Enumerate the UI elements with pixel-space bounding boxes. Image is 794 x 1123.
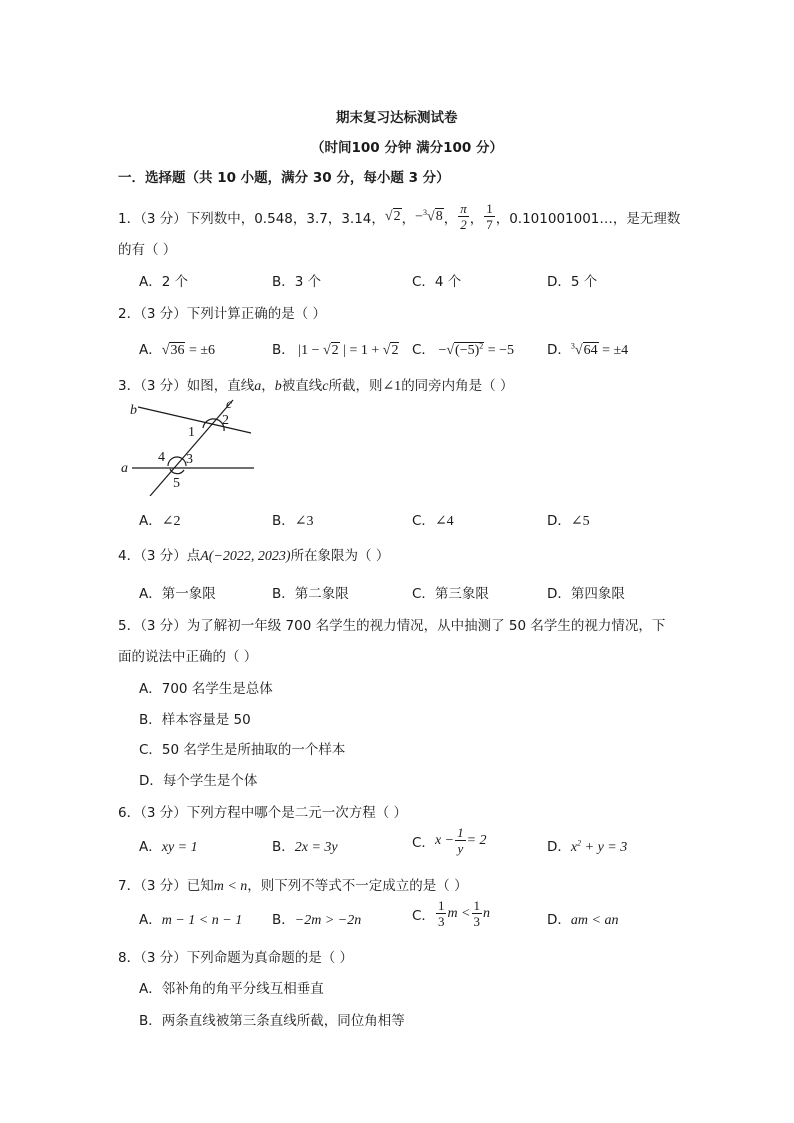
q2-option-c: C． $-√(-5)^2 = -5$ <box>412 341 515 358</box>
q1-sqrt2: √2 <box>384 208 401 224</box>
label-b: b <box>130 403 137 418</box>
q7-option-b: B．−2m > −2n <box>272 912 362 928</box>
question-5-line2: 面的说法中正确的（ ） <box>118 649 258 665</box>
q1-text: 1．（3 分）下列数中，0.548，3.7，3.14， <box>118 210 385 227</box>
q1-option-d: D．5 个 <box>547 274 598 290</box>
q4-option-c: C．第三象限 <box>412 586 489 602</box>
line-c <box>150 400 233 496</box>
q4-option-d: D．第四象限 <box>547 586 625 602</box>
q1-sep: ， <box>469 210 484 227</box>
q3-option-a: A．∠2 <box>139 513 181 529</box>
exam-subtitle: （时间100 分钟 满分100 分） <box>311 140 503 156</box>
q6-option-b: B．2x = 3y <box>272 839 338 855</box>
q8-option-b: B．两条直线被第三条直线所截，同位角相等 <box>139 1013 405 1029</box>
q7-option-a: A．m − 1 < n − 1 <box>139 912 243 928</box>
q4-option-b: B．第二象限 <box>272 586 349 602</box>
q6-option-c: C． x − $\frac{1}{y}$ = 2 <box>412 825 487 856</box>
q1-option-b: B．3 个 <box>272 274 322 290</box>
question-7-stem: 7．（3 分）已知m < n，则下列不等式不一定成立的是（ ） <box>118 878 468 894</box>
q2-option-d: D．$^3$√64 = ±4 <box>547 341 629 358</box>
label-c: c <box>226 397 233 412</box>
q1-one-seventh: $\frac{1}{7}$ <box>486 201 493 232</box>
q7-option-c: C． $\frac{1}{3}$ m < $\frac{1}{3}$ n <box>412 898 490 929</box>
exam-title: 期末复习达标测试卷 <box>336 110 458 126</box>
q8-option-a: A．邻补角的角平分线互相垂直 <box>139 981 324 997</box>
q1-rest: ，0.101001001…，是无理数 <box>495 210 681 227</box>
label-4: 4 <box>158 450 165 465</box>
q3-figure <box>118 396 263 496</box>
section-heading: 一．选择题（共 10 小题，满分 30 分，每小题 3 分） <box>118 170 450 186</box>
q1-neg-cuberoot8: −$^3$√8 <box>415 207 443 225</box>
q5-option-a: A．700 名学生是总体 <box>139 681 273 697</box>
q2-option-a: A．√36 = ±6 <box>139 342 216 358</box>
question-3-stem: 3．（3 分）如图，直线a，b被直线c所截，则∠1的同旁内角是（ ） <box>118 378 514 394</box>
question-2-stem: 2．（3 分）下列计算正确的是（ ） <box>118 306 327 322</box>
q6-option-a: A．xy = 1 <box>139 839 198 855</box>
q1-option-a: A．2 个 <box>139 274 189 290</box>
question-5-stem: 5．（3 分）为了解初一年级 700 名学生的视力情况，从中抽测了 50 名学生的视力情况，下 <box>118 618 666 634</box>
label-3: 3 <box>186 452 193 467</box>
q1-option-c: C．4 个 <box>412 274 462 290</box>
q2-option-b: B． |1 − √2 | = 1 + √2 <box>272 342 399 358</box>
q4-option-a: A．第一象限 <box>139 586 216 602</box>
question-6-stem: 6．（3 分）下列方程中哪个是二元一次方程（ ） <box>118 805 408 821</box>
q7-option-d: D．am < an <box>547 912 619 928</box>
question-1-line2: 的有（ ） <box>118 242 177 258</box>
q1-pi-over-2: $\frac{\pi}{2}$ <box>460 201 467 232</box>
q5-option-c: C．50 名学生是所抽取的一个样本 <box>139 742 346 758</box>
label-1: 1 <box>188 425 195 440</box>
label-2: 2 <box>222 413 229 428</box>
q3-option-c: C．∠4 <box>412 513 454 529</box>
q5-option-b: B．样本容量是 50 <box>139 712 251 728</box>
q3-option-d: D．∠5 <box>547 513 590 529</box>
label-5: 5 <box>173 476 180 491</box>
question-1-stem <box>118 202 680 231</box>
question-8-stem: 8．（3 分）下列命题为真命题的是（ ） <box>118 950 354 966</box>
q1-sep: ， <box>443 210 458 227</box>
q3-option-b: B．∠3 <box>272 513 314 529</box>
question-4-stem: 4．（3 分）点A(−2022, 2023)所在象限为（ ） <box>118 548 390 564</box>
label-a: a <box>121 461 128 476</box>
q5-option-d: D．每个学生是个体 <box>139 773 258 789</box>
q1-sep: ， <box>401 210 416 227</box>
q6-option-d: D．$x^2 + y = 3$ <box>547 838 628 855</box>
